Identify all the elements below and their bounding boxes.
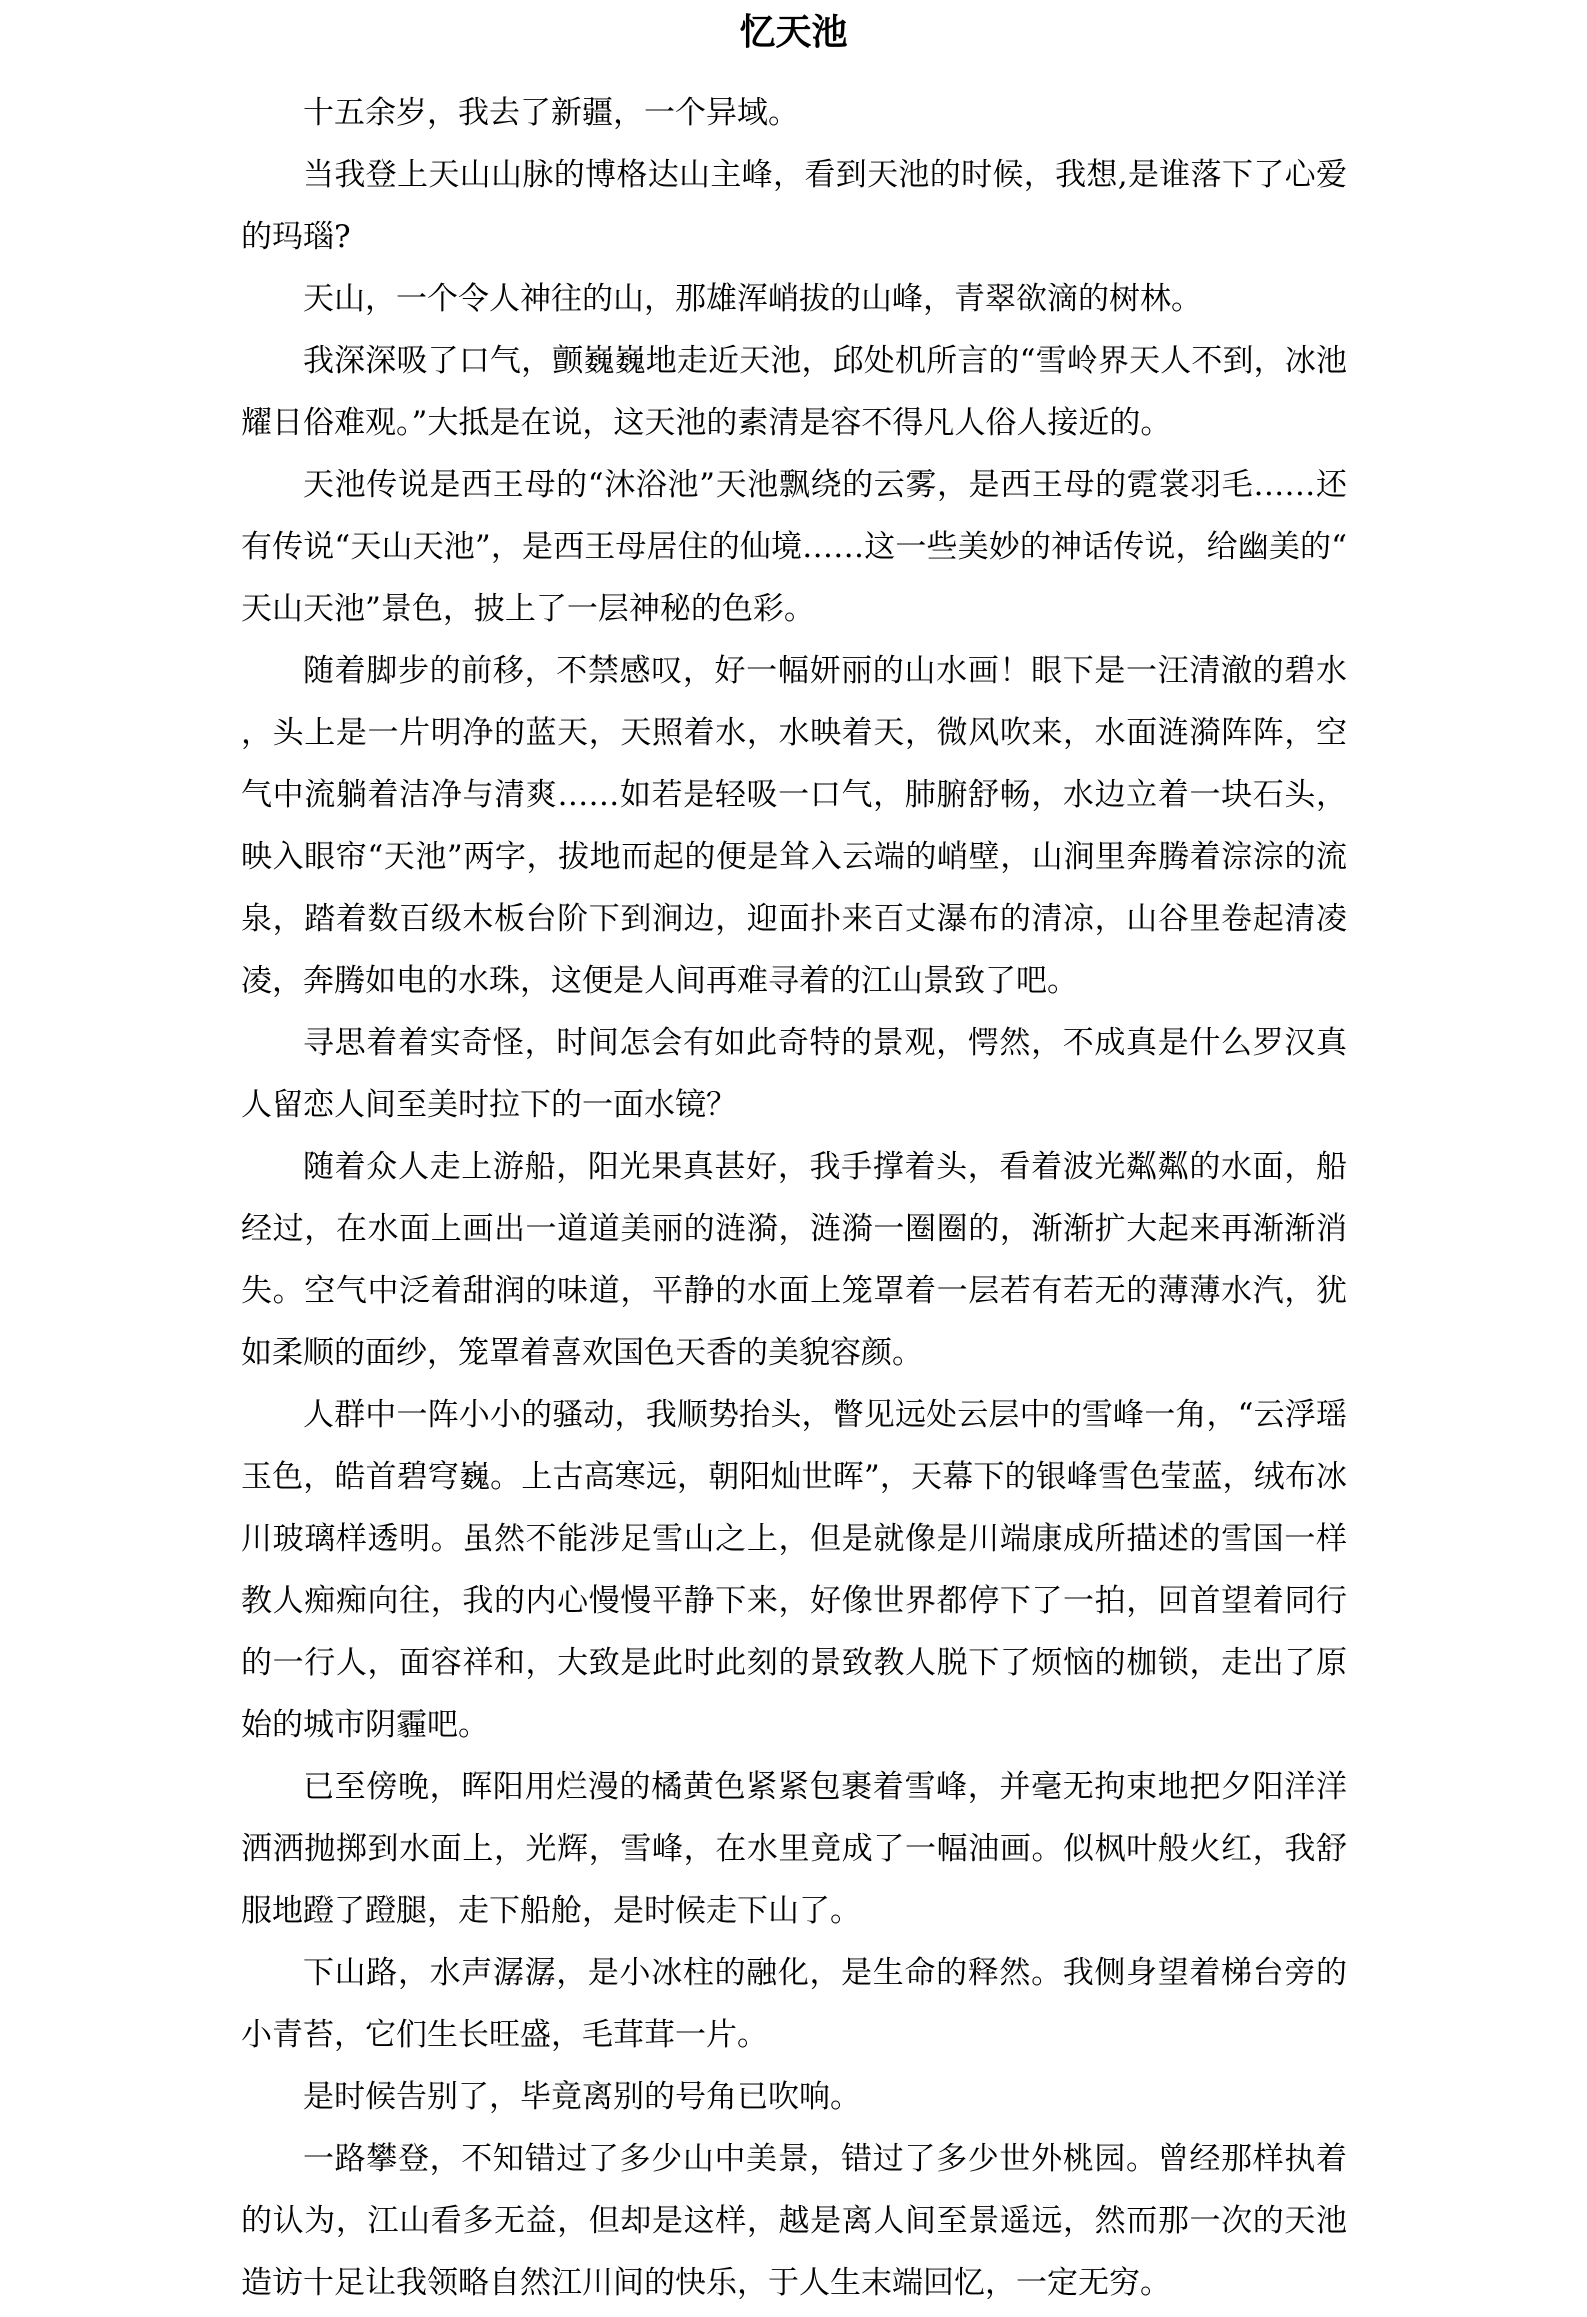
paragraph: 当我登上天山山脉的博格达山主峰，看到天池的时候，我想,是谁落下了心爱的玛瑙? [241,157,1347,255]
paragraph: 下山路，水声潺潺，是小冰柱的融化，是生命的释然。我侧身望着梯台旁的小青苔，它们生长旺盛，毛茸茸一片。 [241,1955,1347,2053]
paragraph: 随着脚步的前移，不禁感叹，好一幅妍丽的山水画！眼下是一汪清澈的碧水，头上是一片明净的蓝天，天照着水，水映着天，微风吹来，水面涟漪阵阵，空气中流躺着洁净与清爽……如若是轻吸一口气，肺腑舒畅，水边立着一块石头，映入眼帘“天池”两字，拔地而起的便是耸入云端的峭壁，山涧里奔腾着淙淙的流泉，踏着数百级木板台阶下到涧边，迎面扑来百丈瀑布的清凉，山谷里卷起清凌凌，奔腾如电的水珠，这便是人间再难寻着的江山景致了吧。 [241,653,1347,999]
document-body [241,82,1347,2314]
paragraph: 已至傍晚，晖阳用烂漫的橘黄色紧紧包裹着雪峰，并毫无拘束地把夕阳洋洋洒洒抛掷到水面上，光辉，雪峰，在水里竟成了一幅油画。似枫叶般火红，我舒服地蹬了蹬腿，走下船舱，是时候走下山了。 [241,1769,1347,1929]
paragraph: 我深深吸了口气，颤巍巍地走近天池，邱处机所言的“雪岭界天人不到，冰池耀日俗难观。”大抵是在说，这天池的素清是容不得凡人俗人接近的。 [241,343,1347,441]
paragraph: 天池传说是西王母的“沐浴池”天池飘绕的云雾，是西王母的霓裳羽毛……还有传说“天山天池”，是西王母居住的仙境……这一些美妙的神话传说，给幽美的“天山天池”景色，披上了一层神秘的色彩。 [241,467,1347,627]
paragraph: 一路攀登，不知错过了多少山中美景，错过了多少世外桃园。曾经那样执着的认为，江山看多无益，但却是这样，越是离人间至景遥远，然而那一次的天池造访十足让我领略自然江川间的快乐，于人生末端回忆，一定无穷。 [241,2141,1347,2301]
paragraph: 随着众人走上游船，阳光果真甚好，我手撑着头，看着波光粼粼的水面，船经过，在水面上画出一道道美丽的涟漪，涟漪一圈圈的，渐渐扩大起来再渐渐消失。空气中泛着甜润的味道，平静的水面上笼罩着一层若有若无的薄薄水汽，犹如柔顺的面纱，笼罩着喜欢国色天香的美貌容颜。 [241,1149,1347,1371]
paragraph: 人群中一阵小小的骚动，我顺势抬头，瞥见远处云层中的雪峰一角，“云浮瑶玉色，皓首碧穹巍。上古高寒远，朝阳灿世晖”，天幕下的银峰雪色莹蓝，绒布冰川玻璃样透明。虽然不能涉足雪山之上，但是就像是川端康成所描述的雪国一样教人痴痴向往，我的内心慢慢平静下来，好像世界都停下了一拍，回首望着同行的一行人，面容祥和，大致是此时此刻的景致教人脱下了烦恼的枷锁，走出了原始的城市阴霾吧。 [241,1397,1347,1743]
paragraph: 天山，一个令人神往的山，那雄浑峭拔的山峰，青翠欲滴的树林。 [303,281,1202,317]
paragraph: 是时候告别了，毕竟离别的号角已吹响。 [303,2079,861,2115]
paragraph: 寻思着着实奇怪，时间怎会有如此奇特的景观，愕然，不成真是什么罗汉真人留恋人间至美时拉下的一面水镜？ [241,1025,1347,1123]
paragraph: 十五余岁，我去了新疆，一个异域。 [303,95,799,131]
document-title: 忆天池 [739,11,848,53]
